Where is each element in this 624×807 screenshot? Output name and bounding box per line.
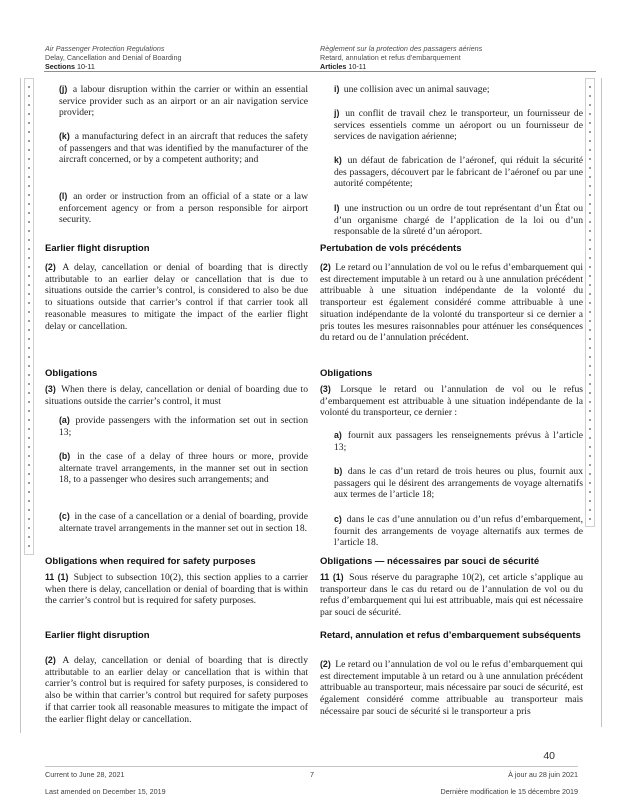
fr-para-c [334, 514, 583, 549]
paragraph-marker: (j) [59, 84, 68, 94]
paragraph-text: Le retard ou l’annulation de vol ou le refus d’embarquement qui est directement imputable à un retard ou à une annulation précédent attribuable au transporteur, mais nécessaire par souci de sécurité, est également considéré comme attribuable au transporteur mais nécessaire par souci de sécurité si le transporteur a pris [320, 659, 583, 717]
paragraph-text: Sous réserve du paragraphe 10(2), cet article s’applique au transporteur dans le cas du retard ou de l’annulation de vol ou du refus d’embarquement qui lui est attribuable, mais qui est nécessaire par souci de sécurité. [320, 572, 584, 619]
fr-subsection-2 [320, 262, 583, 344]
section-reference-value-en: 10-11 [74, 62, 95, 71]
statute-page-number: 40 [543, 750, 555, 762]
en-heading-earlier-flight-disruption-2: Earlier flight disruption [45, 630, 150, 641]
paragraph-marker: (2) [320, 659, 331, 669]
en-para-a [59, 415, 308, 438]
paragraph-text: Lorsque le retard ou l’annulation de vol ou le refus d’embarquement est attribuable à une situation indépendante de la volonté du transporteur, ce dernier : [320, 384, 583, 419]
paragraph-text: in the case of a delay of three hours or more, provide alternate travel arrangements, in the manner set out in section 18, to a passenger who desires such arrangements; and [59, 451, 308, 486]
paragraph-text: un conflit de travail chez le transporteur, un fournisseur de services essentiels comme un aéroport ou un fournisseur de services de navigation aérienne; [334, 108, 583, 143]
fr-heading-obligations-securite: Obligations — nécessaires par souci de sécurité [320, 556, 540, 567]
footer-current-to: Current to June 28, 2021 [45, 770, 125, 779]
en-subsection-2 [45, 262, 308, 332]
en-para-k [59, 131, 308, 166]
paragraph-marker: (a) [59, 415, 70, 425]
footer-last-amended: Last amended on December 15, 2019 [45, 787, 166, 796]
paragraph-marker: (k) [59, 131, 70, 141]
en-para-b [59, 451, 308, 486]
paragraph-text: Subject to subsection 10(2), this section applies to a carrier when there is delay, cancellation or denial of boarding that is within the carrier’s control but is required for safety purposes. [45, 572, 308, 607]
paragraph-text: A delay, cancellation or denial of boarding that is directly attributable to an earlier delay or cancellation that is within that carrier’s control but is required for safety purposes, is considered to also be within that carrier’s control but required for safety purposes if that carrier took all reasonable measures to mitigate the impact of the earlier flight delay or cancellation. [45, 655, 308, 725]
fr-heading-retard-subsequents: Retard, annulation et refus d’embarquement subséquents [320, 630, 581, 641]
paragraph-marker: (b) [59, 451, 71, 461]
paragraph-text: A delay, cancellation or denial of boarding that is directly attributable to an earlier delay or cancellation that is due to situations outside the carrier’s control, is considered to also be due to situations outside that carrier’s control if that carrier took all reasonable measures to mitigate the impact of the earlier flight delay or cancellation. [45, 262, 308, 332]
en-section-11-2 [45, 655, 308, 725]
fr-para-l [334, 203, 583, 238]
paragraph-marker: i) [334, 84, 340, 94]
section-reference-value-fr: 10-11 [346, 62, 367, 71]
footer-page-number-center: 7 [310, 770, 314, 779]
fr-para-k [334, 155, 583, 190]
en-para-l [59, 191, 308, 226]
footer-derniere-modification: Dernière modification le 15 décembre 2019 [440, 787, 578, 796]
en-heading-obligations: Obligations [45, 368, 98, 379]
left-margin-dotted-indicator [24, 78, 34, 555]
paragraph-text: a manufacturing defect in an aircraft that reduces the safety of passengers and that was identified by the manufacturer of the aircraft concerned, or by a competent authority; and [59, 131, 308, 166]
paragraph-marker: (2) [45, 262, 56, 272]
en-heading-earlier-flight-disruption-1: Earlier flight disruption [45, 243, 150, 254]
regulation-subtitle-fr: Retard, annulation et refus d’embarquement [320, 53, 461, 62]
paragraph-text: in the case of a cancellation or a denial of boarding, provide alternate travel arrangements in the manner set out in section 18. [59, 511, 308, 534]
paragraph-text: fournit aux passagers les renseignements prévus à l’article 13; [334, 430, 583, 453]
left-margin-change-line [20, 78, 21, 733]
paragraph-text: When there is delay, cancellation or denial of boarding due to situations outside the carrier’s control, it must [45, 384, 309, 407]
paragraph-marker: (2) [45, 655, 56, 665]
en-section-11-1 [45, 572, 308, 607]
regulation-title-en: Air Passenger Protection Regulations [45, 44, 165, 53]
paragraph-text: a labour disruption within the carrier or within an essential service provider such as an airport or an air navigation service provider; [59, 84, 308, 119]
paragraph-marker: l) [334, 203, 340, 213]
english-column [45, 0, 308, 807]
section-reference-label-fr: Articles [320, 62, 347, 71]
paragraph-marker: c) [334, 514, 342, 524]
paragraph-marker: (c) [59, 511, 70, 521]
paragraph-marker: (3) [45, 384, 56, 394]
en-para-c [59, 511, 308, 534]
en-subsection-3 [45, 384, 308, 407]
paragraph-marker: k) [334, 155, 342, 165]
paragraph-text: une instruction ou un ordre de tout représentant d’un État ou d’un organisme chargé de l’application de la loi ou d’un responsable de la sûreté d’un aéroport. [334, 203, 583, 238]
paragraph-text: an order or instruction from an official of a state or a law enforcement agency or from a person responsible for airport security. [59, 191, 308, 226]
paragraph-marker: 11 (1) [320, 572, 344, 582]
fr-para-a [334, 430, 583, 453]
paragraph-text: un défaut de fabrication de l’aéronef, qui réduit la sécurité des passagers, découvert par le fabricant de l’aéronef ou par une autorité compétente; [334, 155, 584, 190]
regulation-subtitle-en: Delay, Cancellation and Denial of Boarding [45, 53, 182, 62]
paragraph-marker: (l) [59, 191, 68, 201]
right-margin-dotted-indicator [585, 78, 595, 527]
regulation-title-fr: Règlement sur la protection des passagers aériens [320, 44, 483, 53]
right-margin-change-line [601, 78, 602, 727]
fr-heading-obligations: Obligations [320, 368, 373, 379]
paragraph-marker: b) [334, 466, 343, 476]
section-reference-label-en: Sections [45, 62, 75, 71]
paragraph-marker: 11 (1) [45, 572, 69, 582]
paragraph-marker: (3) [320, 384, 331, 394]
paragraph-text: dans le cas d’une annulation ou d’un refus d’embarquement, fournit des arrangements de voyage alternatifs aux termes de l’article 18. [334, 514, 583, 549]
fr-para-j [334, 108, 583, 143]
fr-section-11-2 [320, 659, 583, 718]
paragraph-marker: a) [334, 430, 342, 440]
fr-heading-perturbation: Pertubation de vols précédents [320, 243, 462, 254]
footer-divider-rule [45, 766, 578, 767]
footer-a-jour: À jour au 28 juin 2021 [508, 770, 578, 779]
en-heading-obligations-safety: Obligations when required for safety purposes [45, 556, 256, 567]
fr-para-i [334, 84, 583, 96]
paragraph-marker: j) [334, 108, 340, 118]
paragraph-text: provide passengers with the information set out in section 13; [59, 415, 308, 438]
french-column [320, 0, 583, 807]
fr-subsection-3 [320, 384, 583, 419]
en-para-j [59, 84, 308, 119]
paragraph-marker: (2) [320, 262, 331, 272]
fr-para-b [334, 466, 583, 501]
fr-section-11-1 [320, 572, 583, 619]
paragraph-text: Le retard ou l’annulation de vol ou le refus d’embarquement qui est directement imputable à un retard ou à une annulation précédent attribuable à une situation indépendante de la volonté du transporteur est également considéré comme attribuable à une situation indépendante de la volonté du transporteur si ce dernier a pris toutes les mesures raisonnables pour atténuer les conséquences du retard ou de l’annulation précédent. [320, 262, 583, 344]
paragraph-text: une collision avec un animal sauvage; [343, 84, 490, 95]
paragraph-text: dans le cas d’un retard de trois heures ou plus, fournit aux passagers qui le désirent des arrangements de voyage alternatifs aux termes de l’article 18; [334, 466, 583, 501]
